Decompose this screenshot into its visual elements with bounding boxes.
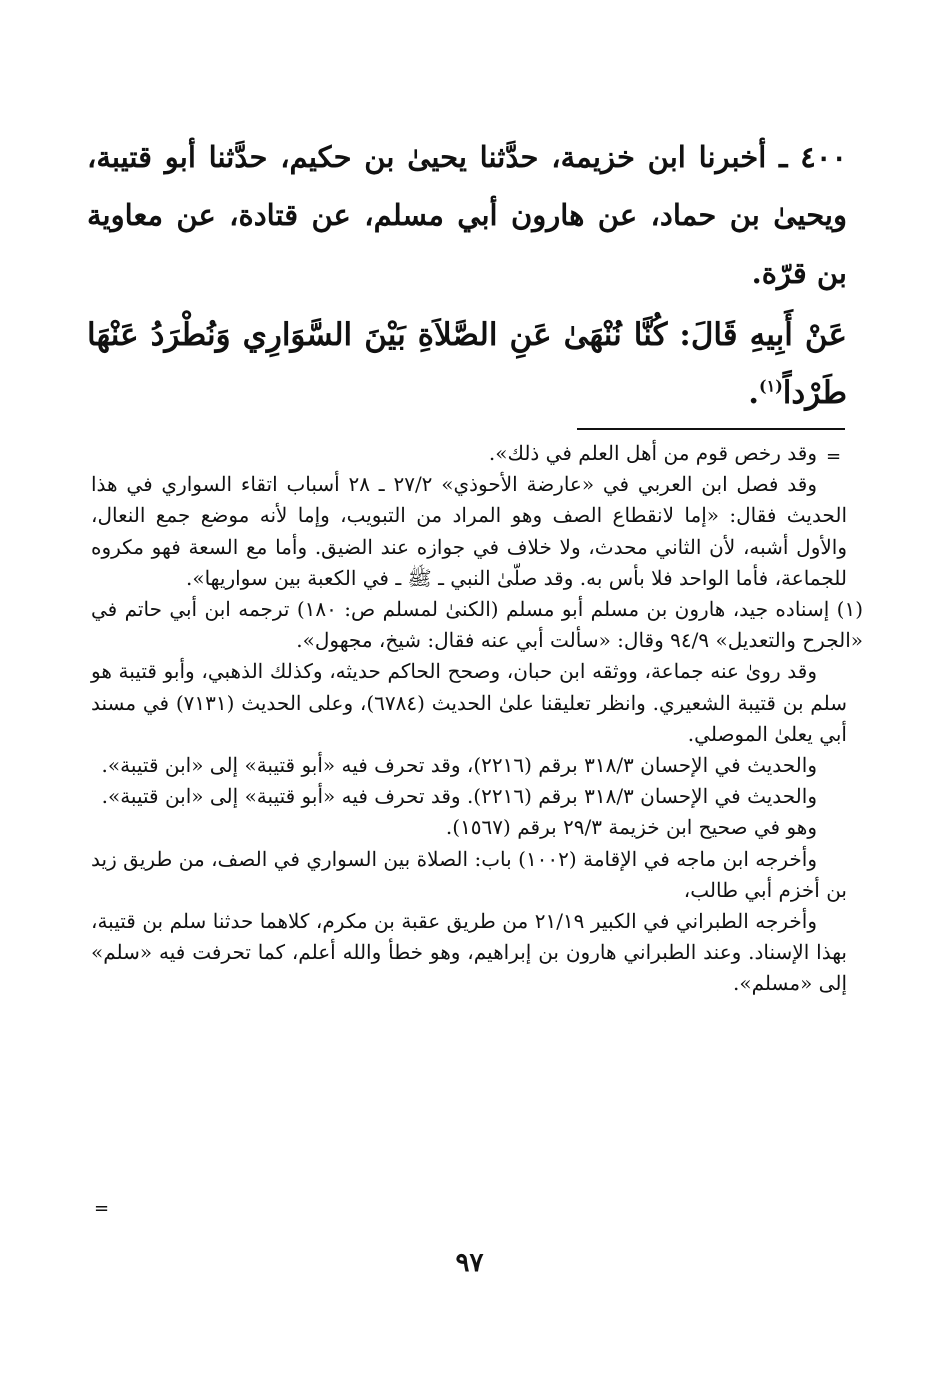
footnote-continued-paragraph: وقد فصل ابن العربي في «عارضة الأحوذي» ٢٧/٢ ـ ٢٨ أسباب اتقاء السواري في هذا الحديث فقال: «إما لانقطاع الصف وهو المراد من التبويب، وإما لأنه موضع جمع النعال، والأول أشبه، لأن الثاني محدث، ولا خلاف في جوازه عند الضيق. وأما مع السعة فهو مكروه للجماعة، فأما الواحد فلا بأس به. وقد صلّىٰ النبي ـ ﷺ ـ في الكعبة بين سواريها». — [91, 472, 847, 590]
hadith-matn — [87, 306, 847, 422]
footnote-continued-line: وقد رخص قوم من أهل العلم في ذلك». — [488, 441, 817, 465]
footnote-1-paragraph: وهو في صحيح ابن خزيمة ٢٩/٣ برقم (١٥٦٧). — [445, 815, 817, 840]
page-number: ٩٧ — [455, 1248, 484, 1278]
footnote-1-paragraph: والحديث في الإحسان ٣١٨/٣ برقم (٢٢١٦). وقد تحرف فيه «أبو قتيبة» إلى «ابن قتيبة». — [101, 784, 817, 809]
footnote-reference[interactable]: (١) — [759, 376, 783, 396]
footnotes — [91, 438, 864, 1000]
continuation-mark-top: = — [826, 446, 842, 467]
hadith-isnad: ٤٠٠ ـ أخبرنا ابن خزيمة، حدَّثنا يحيىٰ بن حكيم، حدَّثنا أبو قتيبة، ويحيىٰ بن حماد، عن هارون أبي مسلم، عن قتادة، عن معاوية بن قرّة. — [87, 140, 847, 290]
footnote-separator — [577, 428, 845, 430]
footnote-1: (١) إسناده جيد، هارون بن مسلم أبو مسلم (الكنىٰ لمسلم ص: ١٨٠) ترجمه ابن أبي حاتم في «الجرح والتعديل» ٩٤/٩ وقال: «سألت أبي عنه فقال: شيخ، مجهول». — [91, 597, 864, 653]
continuation-mark-bottom: = — [94, 1198, 110, 1219]
hadith-matn-text: عَنْ أَبِيهِ قَالَ: كُنَّا نُنْهَىٰ عَنِ الصَّلاَةِ بَيْنَ السَّوَارِي وَنُطْرَدُ عَنْهَا طَرْداً — [87, 317, 847, 411]
footnote-1-paragraph: وأخرجه الطبراني في الكبير ٢١/١٩ من طريق عقبة بن مكرم، كلاهما حدثنا سلم بن قتيبة، بهذا الإسناد. وعند الطبراني هارون بن إبراهيم، وهو خطأ والله أعلم، كما تحرفت فيه «سلم» إلى «مسلم». — [91, 909, 847, 996]
footnote-1-paragraph: وأخرجه ابن ماجه في الإقامة (١٠٠٢) باب: الصلاة بين السواري في الصف، من طريق زيد بن أخزم أبي طالب، — [91, 846, 847, 902]
hadith-matn-end: . — [748, 375, 760, 411]
hadith-text — [87, 128, 847, 422]
footnote-1-paragraph: وقد روىٰ عنه جماعة، ووثقه ابن حبان، وصحح الحاكم حديثه، وكذلك الذهبي، وأبو قتيبة هو سلم بن قتيبة الشعيري. وانظر تعليقنا علىٰ الحديث (٦٧٨٤)، وعلى الحديث (٧١٣١) في مسند أبي يعلىٰ الموصلي. — [91, 659, 847, 746]
footnote-1-paragraph: والحديث في الإحسان ٣١٨/٣ برقم (٢٢١٦)، وقد تحرف فيه «أبو قتيبة» إلى «ابن قتيبة». — [101, 753, 817, 778]
